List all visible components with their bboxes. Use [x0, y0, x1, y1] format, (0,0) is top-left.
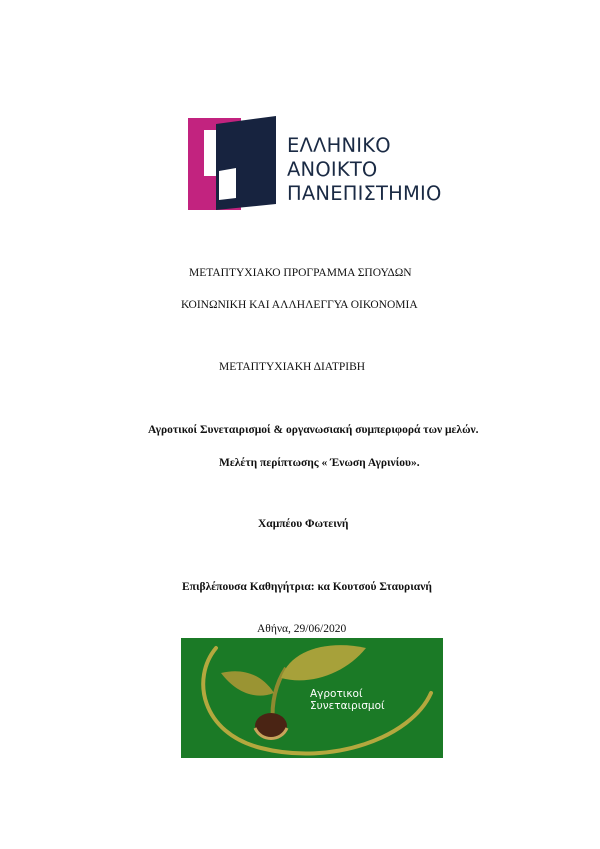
university-name-line-1: ΕΛΛΗΝΙΚΟ: [287, 134, 391, 157]
program-name: ΚΟΙΝΩΝΙΚΗ ΚΑΙ ΑΛΛΗΛΕΓΓΥΑ ΟΙΚΟΝΟΜΙΑ: [181, 299, 418, 311]
program-title: ΜΕΤΑΠΤΥΧΙΑΚΟ ΠΡΟΓΡΑΜΜΑ ΣΠΟΥΔΩΝ: [189, 267, 412, 279]
cover-caption-line-2: Συνεταιρισμοί: [310, 700, 385, 712]
author-name: Χαμπέου Φωτεινή: [258, 518, 349, 530]
university-name-line-2: ΑΝΟΙΚΤΟ: [287, 158, 378, 181]
cover-image: [181, 638, 443, 758]
thesis-subtitle: Μελέτη περίπτωσης « Ένωση Αγρινίου».: [219, 457, 420, 469]
place-date: Αθήνα, 29/06/2020: [257, 623, 347, 635]
university-name: [287, 134, 442, 206]
thesis-type: ΜΕΤΑΠΤΥΧΙΑΚΗ ΔΙΑΤΡΙΒΗ: [219, 361, 366, 373]
university-name-line-3: ΠΑΝΕΠΙΣΤΗΜΙΟ: [287, 182, 442, 205]
cover-caption: [310, 688, 385, 712]
cover-caption-line-1: Αγροτικοί: [310, 688, 363, 700]
supervisor: Επιβλέπουσα Καθηγήτρια: κα Κουτσού Σταυριανή: [182, 581, 432, 593]
thesis-title: Αγροτικοί Συνεταιρισμοί & οργανωσιακή συμπεριφορά των μελών.: [148, 424, 479, 436]
